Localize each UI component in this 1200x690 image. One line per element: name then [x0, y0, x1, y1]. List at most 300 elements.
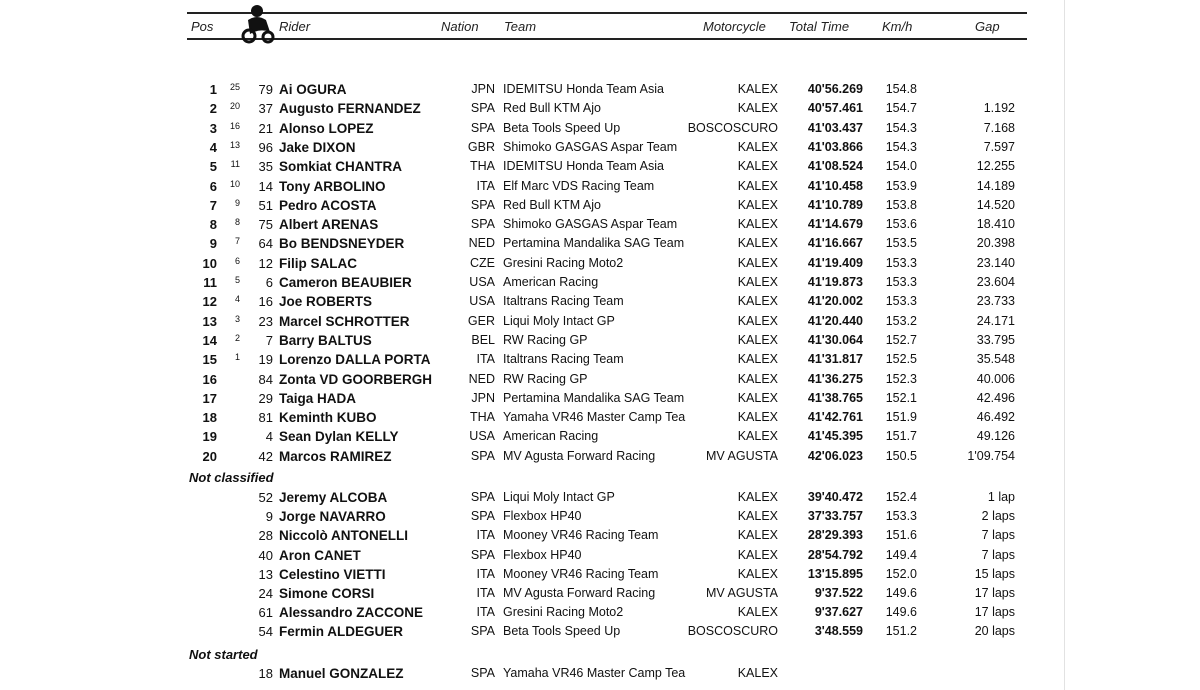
speed-cell: 149.6 — [885, 605, 917, 620]
rider-name-cell: Lorenzo DALLA PORTA — [279, 352, 431, 368]
speed-cell: 153.5 — [885, 236, 917, 251]
motorcycle-cell: KALEX — [737, 371, 778, 386]
team-cell: MV Agusta Forward Racing — [503, 448, 656, 463]
result-row — [0, 138, 1200, 157]
gap-cell: 46.492 — [976, 410, 1015, 425]
col-header-total-time: Total Time — [789, 19, 850, 34]
nation-cell: ITA — [476, 566, 495, 581]
nation-cell: SPA — [470, 547, 495, 562]
motorcycle-cell: KALEX — [737, 547, 778, 562]
result-row — [0, 177, 1200, 196]
result-row — [0, 584, 1200, 603]
motorcycle-cell: KALEX — [737, 275, 778, 289]
speed-cell: 153.3 — [885, 255, 917, 270]
position-cell: 1 — [209, 82, 217, 97]
rider-number-cell: 9 — [265, 509, 273, 525]
total-time-cell: 3'48.559 — [814, 624, 863, 639]
position-cell: 8 — [209, 217, 217, 233]
total-time-cell: 28'29.393 — [807, 528, 863, 543]
total-time-cell: 41'20.440 — [807, 313, 863, 328]
speed-cell: 151.9 — [885, 410, 917, 425]
nation-cell: JPN — [471, 82, 495, 96]
nation-cell: SPA — [470, 448, 495, 463]
total-time-cell: 41'10.458 — [807, 178, 863, 193]
result-row — [0, 507, 1200, 526]
team-cell: American Racing — [503, 429, 599, 444]
gap-cell: 49.126 — [976, 429, 1015, 444]
total-time-cell: 42'06.023 — [807, 448, 863, 463]
team-cell: Red Bull KTM Ajo — [503, 197, 601, 212]
position-cell: 7 — [209, 197, 217, 213]
rider-name-cell: Pedro ACOSTA — [279, 197, 377, 213]
points-cell: 25 — [229, 82, 240, 92]
gap-cell: 1'09.754 — [967, 448, 1015, 463]
rider-number-cell: 12 — [258, 255, 273, 271]
nation-cell: SPA — [470, 509, 495, 524]
gap-cell: 1.192 — [983, 101, 1015, 116]
gap-cell: 23.733 — [976, 294, 1015, 309]
total-time-cell: 13'15.895 — [807, 566, 863, 581]
team-cell: RW Racing GP — [503, 371, 588, 386]
motorcycle-cell: KALEX — [737, 390, 778, 405]
rider-number-cell: 28 — [258, 528, 273, 544]
motorcycle-cell: KALEX — [737, 528, 778, 543]
rider-name-cell: Simone CORSI — [279, 586, 375, 601]
rider-number-cell: 75 — [258, 217, 273, 233]
speed-cell: 152.4 — [885, 490, 917, 504]
motorcycle-cell: KALEX — [737, 566, 778, 581]
not-classified-heading: Not classified — [189, 470, 274, 485]
result-row — [0, 157, 1200, 176]
team-cell: Mooney VR46 Racing Team — [503, 528, 659, 543]
motorcycle-cell: KALEX — [737, 429, 778, 444]
rider-name-cell: Marcel SCHROTTER — [279, 313, 410, 329]
nation-cell: SPA — [470, 217, 495, 232]
motorcycle-cell: KALEX — [737, 139, 778, 154]
gap-cell: 42.496 — [976, 390, 1015, 405]
team-cell: Shimoko GASGAS Aspar Team — [503, 139, 678, 154]
rider-name-cell: Albert ARENAS — [279, 217, 379, 233]
total-time-cell: 40'56.269 — [807, 82, 863, 96]
team-cell: Gresini Racing Moto2 — [503, 255, 624, 270]
result-row — [0, 292, 1200, 311]
motorcycle-cell: KALEX — [737, 217, 778, 232]
motorcycle-cell: KALEX — [737, 666, 778, 680]
speed-cell: 149.6 — [885, 586, 917, 600]
rider-number-cell: 13 — [258, 566, 273, 582]
result-row — [0, 408, 1200, 427]
team-cell: IDEMITSU Honda Team Asia — [503, 82, 664, 96]
motorcycle-cell: KALEX — [737, 159, 778, 174]
position-cell: 20 — [202, 448, 217, 464]
nation-cell: SPA — [470, 197, 495, 212]
col-header-rider: Rider — [279, 19, 311, 34]
total-time-cell: 41'38.765 — [807, 390, 863, 405]
rider-number-cell: 18 — [258, 666, 273, 681]
rider-name-cell: Sean Dylan KELLY — [279, 429, 399, 445]
rider-name-cell: Fermin ALDEGUER — [279, 624, 404, 640]
motorcycle-cell: MV AGUSTA — [705, 448, 778, 463]
col-header-kmh: Km/h — [882, 19, 913, 34]
rider-name-cell: Barry BALTUS — [279, 332, 372, 348]
nation-cell: NED — [468, 236, 495, 251]
team-cell: Liqui Moly Intact GP — [503, 313, 615, 328]
result-row — [0, 99, 1200, 118]
team-cell: American Racing — [503, 275, 599, 289]
speed-cell: 153.3 — [885, 509, 917, 524]
points-cell: 13 — [229, 139, 240, 150]
nation-cell: JPN — [471, 390, 495, 405]
team-cell: Liqui Moly Intact GP — [503, 490, 615, 504]
points-cell: 2 — [234, 332, 240, 343]
rider-number-cell: 23 — [258, 313, 273, 329]
speed-cell: 152.3 — [885, 371, 917, 386]
gap-cell: 20 laps — [974, 624, 1015, 639]
speed-cell: 151.6 — [885, 528, 917, 543]
position-cell: 17 — [202, 390, 217, 406]
points-cell: 10 — [229, 178, 240, 189]
total-time-cell: 39'40.472 — [807, 490, 863, 504]
gap-cell: 7 laps — [981, 528, 1015, 543]
rider-name-cell: Bo BENDSNEYDER — [279, 236, 405, 252]
rider-name-cell: Jake DIXON — [279, 139, 356, 155]
rider-number-cell: 7 — [265, 332, 273, 348]
result-row — [0, 196, 1200, 215]
nation-cell: ITA — [476, 178, 495, 193]
position-cell: 4 — [209, 139, 217, 155]
gap-cell: 15 laps — [974, 566, 1015, 581]
total-time-cell: 41'03.866 — [807, 139, 863, 154]
speed-cell: 149.4 — [885, 547, 917, 562]
motorcycle-cell: KALEX — [737, 101, 778, 116]
total-time-cell: 41'36.275 — [807, 371, 863, 386]
rider-number-cell: 51 — [258, 197, 273, 213]
position-cell: 14 — [202, 332, 217, 348]
rider-name-cell: Zonta VD GOORBERGH — [279, 371, 433, 387]
col-header-motorcycle: Motorcycle — [703, 19, 766, 34]
rider-name-cell: Marcos RAMIREZ — [279, 448, 392, 464]
speed-cell: 154.0 — [885, 159, 917, 174]
result-row — [0, 488, 1200, 507]
col-header-gap: Gap — [975, 19, 1000, 34]
gap-cell: 12.255 — [976, 159, 1015, 174]
result-row — [0, 273, 1200, 292]
nation-cell: SPA — [470, 490, 495, 504]
result-row — [0, 80, 1200, 99]
rider-name-cell: Alonso LOPEZ — [279, 120, 374, 136]
speed-cell: 151.2 — [885, 624, 917, 639]
motorcycle-cell: KALEX — [737, 332, 778, 347]
result-row — [0, 370, 1200, 389]
rider-number-cell: 84 — [258, 371, 273, 387]
nation-cell: ITA — [476, 586, 495, 600]
gap-cell: 20.398 — [976, 236, 1015, 251]
motorcycle-cell: KALEX — [737, 509, 778, 524]
nation-cell: NED — [468, 371, 495, 386]
rider-name-cell: Aron CANET — [279, 547, 361, 563]
position-cell: 13 — [202, 313, 217, 329]
team-cell: IDEMITSU Honda Team Asia — [503, 159, 664, 174]
nation-cell: SPA — [470, 666, 495, 680]
nation-cell: ITA — [476, 528, 495, 543]
rider-name-cell: Cameron BEAUBIER — [279, 275, 412, 290]
gap-cell: 17 laps — [974, 586, 1015, 600]
total-time-cell: 40'57.461 — [807, 101, 863, 116]
team-cell: Elf Marc VDS Racing Team — [503, 178, 655, 193]
points-cell: 9 — [234, 197, 240, 208]
team-cell: Italtrans Racing Team — [503, 294, 624, 309]
nation-cell: USA — [469, 429, 495, 444]
rider-name-cell: Tony ARBOLINO — [279, 178, 386, 194]
rider-number-cell: 81 — [258, 410, 273, 426]
header-bottom-rule — [187, 38, 1027, 40]
rider-number-cell: 6 — [265, 275, 273, 290]
col-header-nation: Nation — [441, 19, 479, 34]
team-cell: Yamaha VR46 Master Camp Tea — [503, 410, 686, 425]
nation-cell: GBR — [467, 139, 495, 154]
team-cell: Red Bull KTM Ajo — [503, 101, 601, 116]
speed-cell: 154.3 — [885, 120, 917, 135]
position-cell: 3 — [209, 120, 217, 136]
result-row — [0, 427, 1200, 446]
total-time-cell: 41'30.064 — [807, 332, 863, 347]
total-time-cell: 28'54.792 — [807, 547, 863, 562]
points-cell: 6 — [234, 255, 240, 266]
gap-cell: 23.604 — [976, 275, 1015, 289]
result-row — [0, 565, 1200, 584]
rider-name-cell: Keminth KUBO — [279, 410, 377, 426]
speed-cell: 153.3 — [885, 275, 917, 289]
col-header-pos: Pos — [191, 19, 214, 34]
speed-cell: 152.1 — [885, 390, 917, 405]
team-cell: MV Agusta Forward Racing — [503, 586, 656, 600]
motorcycle-cell: KALEX — [737, 490, 778, 504]
total-time-cell: 41'16.667 — [807, 236, 863, 251]
speed-cell: 154.3 — [885, 139, 917, 154]
nation-cell: SPA — [470, 624, 495, 639]
total-time-cell: 9'37.522 — [814, 586, 863, 600]
gap-cell: 23.140 — [976, 255, 1015, 270]
gap-cell: 18.410 — [976, 217, 1015, 232]
rider-name-cell: Augusto FERNANDEZ — [279, 101, 421, 117]
total-time-cell: 41'03.437 — [807, 120, 863, 135]
total-time-cell: 41'45.395 — [807, 429, 863, 444]
team-cell: Gresini Racing Moto2 — [503, 605, 624, 620]
motorcycle-cell: KALEX — [737, 410, 778, 425]
nation-cell: USA — [469, 294, 495, 309]
team-cell: Pertamina Mandalika SAG Team — [503, 390, 685, 405]
speed-cell: 153.6 — [885, 217, 917, 232]
team-cell: Beta Tools Speed Up — [503, 624, 621, 639]
motorcycle-cell: KALEX — [737, 255, 778, 270]
motorcycle-cell: KALEX — [737, 313, 778, 328]
speed-cell: 153.8 — [885, 197, 917, 212]
nation-cell: ITA — [476, 352, 495, 367]
speed-cell: 152.5 — [885, 352, 917, 367]
nation-cell: ITA — [476, 605, 495, 620]
total-time-cell: 41'08.524 — [807, 159, 863, 174]
points-cell: 3 — [234, 313, 240, 324]
team-cell: Beta Tools Speed Up — [503, 120, 621, 135]
points-cell: 20 — [229, 101, 240, 112]
team-cell: Flexbox HP40 — [503, 509, 582, 524]
motorcycle-cell: BOSCOSCURO — [687, 624, 778, 639]
team-cell: Yamaha VR46 Master Camp Tea — [503, 666, 686, 680]
rider-number-cell: 14 — [258, 178, 273, 194]
position-cell: 18 — [202, 410, 217, 426]
gap-cell: 14.520 — [976, 197, 1015, 212]
nation-cell: SPA — [470, 101, 495, 116]
motorcycle-cell: KALEX — [737, 82, 778, 96]
rider-name-cell: Alessandro ZACCONE — [279, 605, 424, 621]
result-row — [0, 312, 1200, 331]
total-time-cell: 37'33.757 — [807, 509, 863, 524]
position-cell: 19 — [202, 429, 217, 445]
gap-cell: 24.171 — [976, 313, 1015, 328]
col-header-team: Team — [504, 19, 537, 34]
position-cell: 5 — [209, 159, 217, 175]
nation-cell: GER — [467, 313, 495, 328]
position-cell: 16 — [202, 371, 217, 387]
gap-cell: 7.597 — [983, 139, 1015, 154]
rider-number-cell: 16 — [258, 294, 273, 310]
total-time-cell: 41'14.679 — [807, 217, 863, 232]
gap-cell: 33.795 — [976, 332, 1015, 347]
motorcycle-cell: KALEX — [737, 236, 778, 251]
motorcycle-cell: KALEX — [737, 352, 778, 367]
gap-cell: 7 laps — [981, 547, 1015, 562]
rider-name-cell: Filip SALAC — [279, 255, 357, 271]
result-row — [0, 622, 1200, 641]
rider-number-cell: 96 — [258, 139, 273, 155]
team-cell: Flexbox HP40 — [503, 547, 582, 562]
not-started-heading: Not started — [189, 647, 258, 662]
result-row — [0, 254, 1200, 273]
team-cell: Italtrans Racing Team — [503, 352, 624, 367]
motorcycle-cell: MV AGUSTA — [705, 586, 778, 600]
speed-cell: 151.7 — [885, 429, 917, 444]
rider-name-cell: Jorge NAVARRO — [279, 509, 386, 525]
result-row — [0, 215, 1200, 234]
gap-cell: 35.548 — [976, 352, 1015, 367]
speed-cell: 154.8 — [885, 82, 917, 96]
rider-number-cell: 21 — [258, 120, 273, 136]
result-row — [0, 526, 1200, 545]
motorcycle-cell: KALEX — [737, 178, 778, 193]
total-time-cell: 41'20.002 — [807, 294, 863, 309]
header-top-rule — [187, 12, 1027, 14]
total-time-cell: 41'19.873 — [807, 275, 863, 289]
rider-number-cell: 40 — [258, 547, 273, 563]
rider-name-cell: Taiga HADA — [279, 390, 357, 406]
points-cell: 1 — [234, 352, 240, 363]
team-cell: Shimoko GASGAS Aspar Team — [503, 217, 678, 232]
speed-cell: 154.7 — [885, 101, 917, 116]
rider-number-cell: 19 — [258, 352, 273, 368]
rider-name-cell: Jeremy ALCOBA — [279, 490, 388, 505]
rider-name-cell: Manuel GONZALEZ — [279, 666, 404, 681]
team-cell: Mooney VR46 Racing Team — [503, 566, 659, 581]
rider-name-cell: Ai OGURA — [279, 82, 347, 97]
nation-cell: BEL — [471, 332, 495, 347]
team-cell: Pertamina Mandalika SAG Team — [503, 236, 685, 251]
points-cell: 5 — [234, 275, 240, 285]
rider-name-cell: Celestino VIETTI — [279, 566, 386, 582]
nation-cell: SPA — [470, 120, 495, 135]
rider-name-cell: Niccolò ANTONELLI — [279, 528, 409, 544]
gap-cell: 1 lap — [987, 490, 1015, 504]
points-cell: 11 — [230, 159, 240, 170]
speed-cell: 153.2 — [885, 313, 917, 328]
points-cell: 4 — [234, 294, 240, 305]
total-time-cell: 41'19.409 — [807, 255, 863, 270]
position-cell: 2 — [209, 101, 217, 117]
gap-cell: 2 laps — [981, 509, 1015, 524]
total-time-cell: 41'10.789 — [807, 197, 863, 212]
motorcycle-cell: KALEX — [737, 197, 778, 212]
rider-number-cell: 54 — [258, 624, 273, 640]
rider-number-cell: 37 — [258, 101, 273, 117]
nation-cell: THA — [470, 410, 495, 425]
nation-cell: USA — [469, 275, 495, 289]
rider-number-cell: 61 — [258, 605, 273, 621]
result-row — [0, 603, 1200, 622]
total-time-cell: 41'31.817 — [807, 352, 863, 367]
rider-number-cell: 29 — [258, 390, 273, 406]
speed-cell: 153.9 — [885, 178, 917, 193]
points-cell: 8 — [234, 217, 240, 228]
result-row — [0, 119, 1200, 138]
result-row — [0, 546, 1200, 565]
position-cell: 12 — [202, 294, 217, 310]
speed-cell: 152.7 — [885, 332, 917, 347]
rider-number-cell: 4 — [265, 429, 273, 445]
motorcycle-cell: KALEX — [737, 605, 778, 620]
rider-number-cell: 79 — [258, 82, 273, 97]
rider-number-cell: 52 — [258, 490, 273, 505]
speed-cell: 152.0 — [885, 566, 917, 581]
motorcycle-rider-icon — [240, 4, 276, 44]
result-row — [0, 447, 1200, 466]
team-cell: RW Racing GP — [503, 332, 588, 347]
result-row — [0, 331, 1200, 350]
gap-cell: 7.168 — [983, 120, 1015, 135]
result-row — [0, 389, 1200, 408]
rider-number-cell: 64 — [258, 236, 273, 252]
rider-name-cell: Joe ROBERTS — [279, 294, 373, 310]
position-cell: 9 — [209, 236, 217, 252]
speed-cell: 153.3 — [885, 294, 917, 309]
position-cell: 10 — [202, 255, 217, 271]
result-row — [0, 350, 1200, 369]
result-row — [0, 664, 1200, 683]
motorcycle-cell: KALEX — [737, 294, 778, 309]
gap-cell: 14.189 — [976, 178, 1015, 193]
rider-number-cell: 42 — [258, 448, 273, 464]
total-time-cell: 9'37.627 — [814, 605, 863, 620]
position-cell: 11 — [203, 275, 217, 290]
gap-cell: 40.006 — [976, 371, 1015, 386]
nation-cell: THA — [470, 159, 495, 174]
nation-cell: CZE — [470, 255, 495, 270]
motorcycle-cell: BOSCOSCURO — [687, 120, 778, 135]
gap-cell: 17 laps — [974, 605, 1015, 620]
points-cell: 16 — [229, 120, 240, 131]
rider-number-cell: 24 — [258, 586, 273, 601]
points-cell: 7 — [234, 236, 240, 247]
result-row — [0, 234, 1200, 253]
position-cell: 6 — [209, 178, 217, 194]
